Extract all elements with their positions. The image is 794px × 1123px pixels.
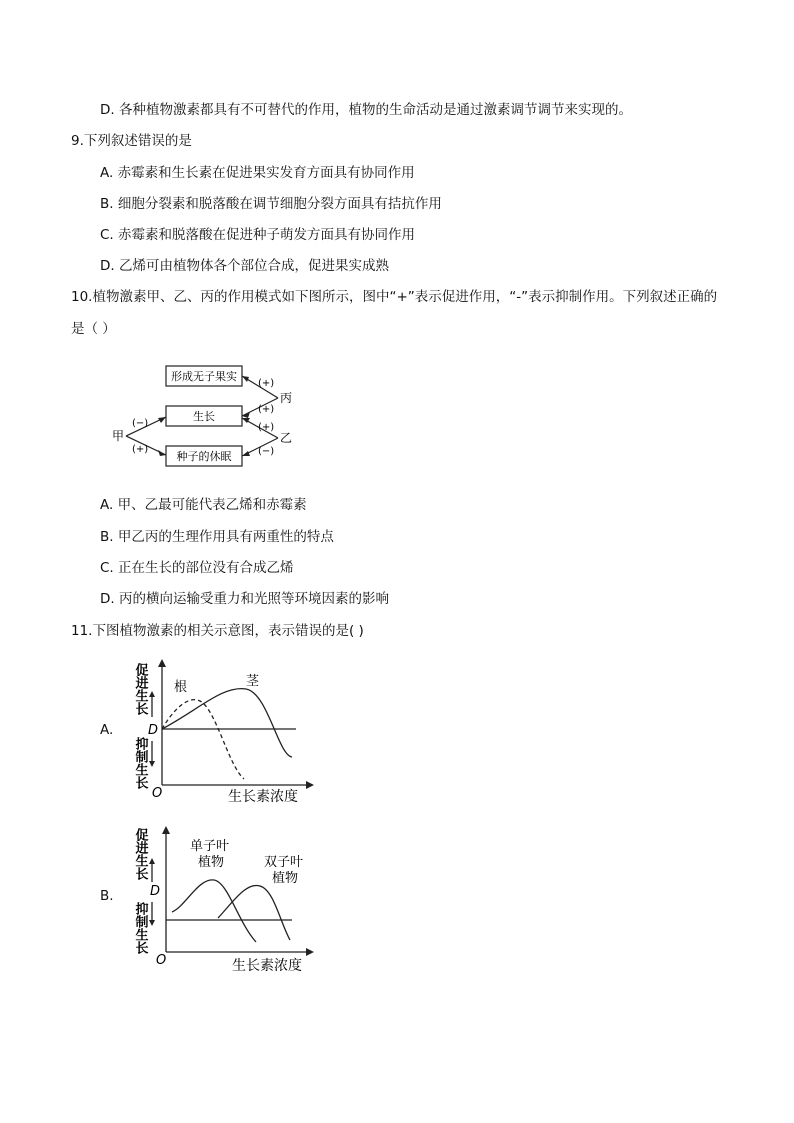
fig-b-dicot-label-1: 双子叶 xyxy=(264,855,304,870)
hormone-yi-label: 乙 xyxy=(280,431,293,445)
q10-option-a: A. 甲、乙最可能代表乙烯和赤霉素 xyxy=(100,497,307,513)
box-seedless-fruit-label: 形成无子果实 xyxy=(171,370,237,383)
fig-b-xlabel: 生长素浓度 xyxy=(232,958,302,974)
fig-a-y-promote: 促进生长 xyxy=(132,663,148,715)
fig-b-dicot-label-2: 植物 xyxy=(272,871,299,886)
fig-b-y-promote: 促进生长 xyxy=(132,828,148,880)
q11-stem: 11.下图植物激素的相关示意图，表示错误的是( ) xyxy=(71,623,364,639)
q10-hormone-diagram xyxy=(108,360,308,472)
fig-a-origin: O xyxy=(152,786,163,801)
q11-figure-b xyxy=(128,822,318,977)
fig-b-monocot-label-1: 单子叶 xyxy=(190,839,230,854)
fig-a-xlabel: 生长素浓度 xyxy=(228,789,298,805)
q11-fig-b-label: B. xyxy=(100,888,114,904)
sign-plus-bing-top: (+) xyxy=(258,378,275,389)
q10-option-c: C. 正在生长的部位没有合成乙烯 xyxy=(100,560,294,576)
q9-option-d: D. 乙烯可由植物体各个部位合成，促进果实成熟 xyxy=(100,258,389,274)
hormone-jia-label: 甲 xyxy=(112,429,125,443)
q11-fig-a-label: A. xyxy=(100,722,114,738)
q9-stem: 9.下列叙述错误的是 xyxy=(71,133,192,149)
sign-minus-yi-bot: (−) xyxy=(258,446,275,457)
fig-a-d-label: D xyxy=(148,723,159,738)
fig-b-y-inhibit: 抑制生长 xyxy=(132,902,148,954)
q10-option-d: D. 丙的横向运输受重力和光照等环境因素的影响 xyxy=(100,591,389,607)
q11-figure-a xyxy=(128,655,318,810)
q9-option-b: B. 细胞分裂素和脱落酸在调节细胞分裂方面具有拮抗作用 xyxy=(100,196,442,212)
q9-option-a: A. 赤霉素和生长素在促进果实发育方面具有协同作用 xyxy=(100,165,415,181)
q10-option-b: B. 甲乙丙的生理作用具有两重性的特点 xyxy=(100,529,334,545)
q8-option-d: D. 各种植物激素都具有不可替代的作用，植物的生命活动是通过激素调节调节来实现的。 xyxy=(100,102,632,118)
sign-plus-left: (+) xyxy=(132,444,149,455)
q9-option-c: C. 赤霉素和脱落酸在促进种子萌发方面具有协同作用 xyxy=(100,227,416,243)
sign-minus-left: (−) xyxy=(132,418,149,429)
fig-b-origin: O xyxy=(156,953,167,968)
box-dormancy-label: 种子的休眠 xyxy=(176,450,232,463)
sign-plus-bing-bot: (+) xyxy=(258,404,275,415)
hormone-bing-label: 丙 xyxy=(280,391,293,405)
q10-stem-line1: 10.植物激素甲、乙、丙的作用模式如下图所示，图中“+”表示促进作用，“-”表示抑制作用。下列叙述正确的 xyxy=(71,289,718,305)
fig-b-monocot-label-2: 植物 xyxy=(198,855,225,870)
sign-plus-yi-top: (+) xyxy=(258,422,275,433)
fig-a-root-label: 根 xyxy=(174,680,188,695)
fig-a-stem-label: 茎 xyxy=(246,674,260,689)
fig-b-d-label: D xyxy=(150,884,161,899)
fig-a-y-inhibit: 抑制生长 xyxy=(132,737,148,789)
q10-stem-line2: 是（ ） xyxy=(71,321,116,337)
box-growth-label: 生长 xyxy=(193,410,215,423)
